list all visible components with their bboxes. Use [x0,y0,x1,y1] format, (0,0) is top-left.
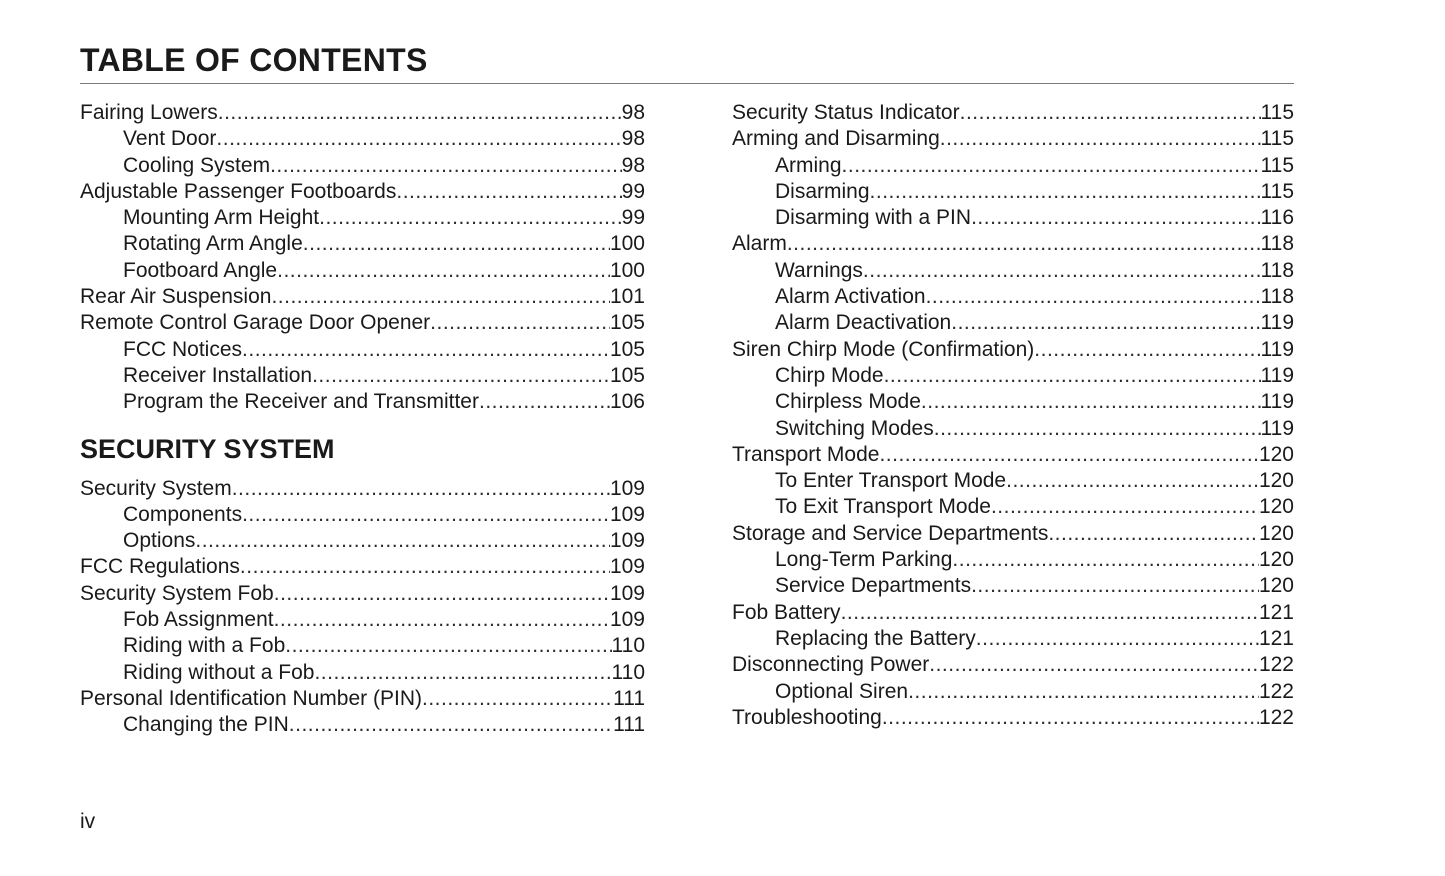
dot-leader [216,126,621,152]
toc-entry-page-number: 109 [609,476,645,500]
toc-subentry[interactable] [732,284,1294,310]
toc-entry-label: Disconnecting Power [732,653,930,677]
dot-leader [289,712,613,738]
toc-entry-label: Riding without a Fob [123,660,315,684]
toc-entry-label: Security Status Indicator [732,101,960,124]
toc-entry-label: Fairing Lowers [80,101,218,124]
toc-subentry[interactable] [732,363,1294,389]
toc-entry-label: Receiver Installation [123,363,313,387]
dot-leader [274,581,610,607]
dot-leader [303,231,610,257]
dot-leader [952,547,1259,573]
toc-entry-label: Riding with a Fob [123,634,286,658]
toc-right-column [732,100,1294,731]
dot-leader [479,389,610,415]
dot-leader [882,705,1259,731]
toc-entry-label: Options [123,529,196,553]
toc-subentry[interactable] [732,679,1294,705]
toc-subentry[interactable] [80,363,645,389]
toc-entry-label: Chirpless Mode [775,390,921,414]
toc-entry-page-number: 118 [1260,232,1294,256]
dot-leader [842,153,1261,179]
dot-leader [1048,521,1259,547]
dot-leader [218,100,622,126]
dot-leader [242,337,610,363]
toc-entry-label: Warnings [775,258,863,282]
toc-entry-page-number: 119 [1260,416,1294,440]
toc-entry-label: Changing the PIN [123,713,289,737]
toc-entry[interactable] [732,337,1294,363]
toc-entry-label: Components [123,502,243,526]
toc-subentry[interactable] [80,528,645,554]
toc-entry-page-number: 120 [1258,495,1294,519]
toc-subentry[interactable] [732,205,1294,231]
toc-entry-page-number: 111 [613,686,645,710]
toc-entry-label: Security System Fob [80,581,274,605]
dot-leader [929,652,1259,678]
toc-subentry[interactable] [732,626,1294,652]
toc-entry-label: Storage and Service Departments [732,521,1049,545]
dot-leader [976,626,1259,652]
toc-entry-page-number: 110 [611,634,645,658]
toc-entry-page-number: 109 [609,581,645,605]
toc-entry-page-number: 109 [609,555,645,579]
toc-entry[interactable] [80,284,645,310]
toc-entry-label: Alarm [732,232,787,256]
toc-entry-label: Adjustable Passenger Footboards [80,179,397,203]
toc-entry[interactable] [732,126,1294,152]
toc-entry-page-number: 119 [1260,390,1294,414]
toc-entry-label: Transport Mode [732,442,880,466]
toc-entry-page-number: 101 [609,285,645,309]
dot-leader [285,633,611,659]
toc-subentry[interactable] [80,712,645,738]
dot-leader [879,442,1259,468]
toc-entry-label: Security System [80,476,232,500]
toc-entry-label: Arming [775,153,842,177]
toc-subentry[interactable] [732,153,1294,179]
toc-subentry[interactable] [80,607,645,633]
toc-entry-label: FCC Regulations [80,555,240,579]
dot-leader [242,502,610,528]
toc-subentry[interactable] [80,660,645,686]
toc-entry-label: Remote Control Garage Door Opener [80,311,431,335]
dot-leader [195,528,610,554]
toc-entry-page-number: 118 [1260,285,1294,309]
toc-entry-page-number: 121 [1258,626,1294,650]
dot-leader [934,416,1261,442]
section-heading-security-system: SECURITY SYSTEM [80,433,335,464]
toc-subentry[interactable] [80,258,645,284]
toc-subentry[interactable] [732,573,1294,599]
dot-leader [274,607,610,633]
dot-leader [314,660,611,686]
toc-subentry[interactable] [732,389,1294,415]
dot-leader [971,205,1260,231]
toc-entry[interactable] [732,442,1294,468]
dot-leader [971,573,1259,599]
toc-entry-page-number: 105 [609,337,645,361]
toc-entry-page-number: 98 [621,101,645,124]
toc-subentry[interactable] [732,179,1294,205]
toc-entry[interactable] [80,476,645,502]
toc-entry-page-number: 99 [621,179,645,203]
toc-entry-label: Optional Siren [775,679,909,703]
dot-leader [926,284,1261,310]
toc-entry-label: Cooling System [123,153,271,177]
toc-entry-label: Fob Assignment [123,608,274,632]
toc-entry[interactable] [732,231,1294,257]
dot-leader [430,310,610,336]
toc-subentry[interactable] [80,153,645,179]
toc-subentry[interactable] [732,547,1294,573]
toc-entry-label: Mounting Arm Height [123,206,320,230]
toc-entry[interactable] [732,705,1294,731]
toc-entry-label: Rotating Arm Angle [123,232,303,256]
dot-leader [271,284,610,310]
toc-entry-page-number: 115 [1260,101,1294,124]
toc-entry-page-number: 100 [609,258,645,282]
toc-entry-page-number: 122 [1258,653,1294,677]
toc-entry-page-number: 119 [1260,363,1294,387]
dot-leader [908,679,1259,705]
dot-leader [312,363,610,389]
dot-leader [787,231,1261,257]
toc-entry[interactable] [80,310,645,336]
toc-entry-page-number: 122 [1258,679,1294,703]
toc-subentry[interactable] [732,468,1294,494]
dot-leader [863,258,1261,284]
toc-entry-label: Fob Battery [732,600,841,624]
toc-entry[interactable] [80,179,645,205]
dot-leader [940,126,1261,152]
title-divider [80,83,1294,84]
toc-entry-page-number: 98 [621,127,645,151]
toc-entry-label: Personal Identification Number (PIN) [80,686,422,710]
toc-entry-page-number: 109 [609,502,645,526]
toc-subentry[interactable] [732,258,1294,284]
toc-entry-page-number: 115 [1260,127,1294,151]
dot-leader [991,494,1259,520]
toc-entry-label: Replacing the Battery [775,626,976,650]
toc-entry-label: Long-Term Parking [775,548,953,572]
toc-entry-label: Disarming with a PIN [775,206,972,230]
dot-leader [270,153,622,179]
toc-entry-label: Vent Door [123,127,217,151]
toc-entry-page-number: 109 [609,608,645,632]
toc-entry-label: Program the Receiver and Transmitter [123,390,479,414]
toc-entry-label: To Enter Transport Mode [775,469,1007,493]
toc-entry-page-number: 120 [1258,469,1294,493]
toc-left-column [80,100,645,739]
toc-entry-label: Arming and Disarming [732,127,940,151]
toc-entry-page-number: 115 [1260,179,1294,203]
toc-subentry[interactable] [732,310,1294,336]
toc-entry[interactable] [80,554,645,580]
toc-entry-label: Rear Air Suspension [80,285,272,309]
toc-entry-page-number: 116 [1260,206,1294,230]
toc-subentry[interactable] [80,126,645,152]
dot-leader [841,600,1259,626]
toc-entry-page-number: 110 [611,660,645,684]
toc-entry-label: FCC Notices [123,337,243,361]
toc-entry-page-number: 98 [621,153,645,177]
toc-entry-label: Footboard Angle [123,258,278,282]
toc-entry[interactable] [732,521,1294,547]
toc-entry-page-number: 105 [609,363,645,387]
toc-entry[interactable] [80,686,645,712]
toc-entry-label: Chirp Mode [775,363,884,387]
toc-entry-page-number: 105 [609,311,645,335]
toc-entry-label: To Exit Transport Mode [775,495,991,519]
toc-entry-page-number: 122 [1258,705,1294,729]
toc-entry[interactable] [80,100,645,126]
dot-leader [1034,337,1260,363]
toc-list-right [732,100,1294,731]
toc-entry-page-number: 118 [1260,258,1294,282]
toc-entry-page-number: 115 [1260,153,1294,177]
toc-entry[interactable] [80,581,645,607]
dot-leader [232,476,610,502]
toc-entry-page-number: 106 [609,390,645,414]
dot-leader [396,179,621,205]
toc-entry-label: Service Departments [775,574,972,598]
dot-leader [422,686,613,712]
toc-entry-label: Siren Chirp Mode (Confirmation) [732,337,1035,361]
toc-entry-page-number: 121 [1258,600,1294,624]
dot-leader [960,100,1261,126]
toc-entry-page-number: 119 [1260,337,1294,361]
toc-subentry[interactable] [80,389,645,415]
page-number: iv [80,810,96,833]
dot-leader [884,363,1261,389]
toc-entry[interactable] [732,652,1294,678]
dot-leader [240,554,610,580]
toc-entry-label: Troubleshooting [732,705,882,729]
dot-leader [319,205,622,231]
toc-subentry[interactable] [732,416,1294,442]
toc-subentry[interactable] [732,494,1294,520]
toc-entry-page-number: 109 [609,529,645,553]
toc-entry-label: Switching Modes [775,416,934,440]
toc-subentry[interactable] [80,231,645,257]
toc-entry-page-number: 111 [613,713,645,737]
toc-entry-page-number: 120 [1258,521,1294,545]
toc-subentry[interactable] [80,633,645,659]
toc-entry-label: Alarm Deactivation [775,311,952,335]
toc-entry[interactable] [732,600,1294,626]
toc-entry-label: Disarming [775,179,870,203]
toc-entry-label: Alarm Activation [775,285,926,309]
toc-subentry[interactable] [80,502,645,528]
toc-entry-page-number: 119 [1260,311,1294,335]
toc-subentry[interactable] [80,205,645,231]
toc-list-top [80,100,645,416]
toc-entry-page-number: 99 [621,206,645,230]
toc-subentry[interactable] [80,337,645,363]
page-title: TABLE OF CONTENTS [80,42,428,78]
toc-entry[interactable] [732,100,1294,126]
dot-leader [1006,468,1259,494]
toc-entry-page-number: 100 [609,232,645,256]
dot-leader [921,389,1261,415]
dot-leader [951,310,1260,336]
dot-leader [870,179,1261,205]
toc-entry-page-number: 120 [1258,442,1294,466]
toc-list-bottom [80,476,645,739]
toc-entry-page-number: 120 [1258,574,1294,598]
dot-leader [277,258,610,284]
toc-entry-page-number: 120 [1258,548,1294,572]
